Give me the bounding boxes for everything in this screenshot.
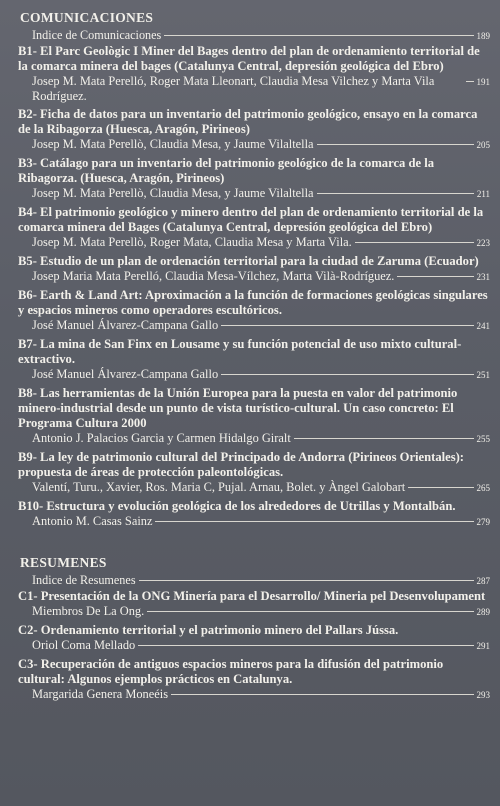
page-number: 255 (476, 434, 490, 444)
toc-entry-c2 (18, 623, 490, 654)
entry-title: C3- Recuperación de antiguos espacios mineros para la difusión del patrimonio cultural: Algunos ejemplos prácticos en Catalunya. (18, 657, 444, 686)
toc-entry-b4 (18, 205, 490, 251)
entry-title: B5- Estudio de un plan de ordenación territorial para la ciudad de Zaruma (Ecuador) (18, 254, 479, 268)
page-number: 287 (476, 576, 490, 586)
page-number: 231 (476, 272, 490, 282)
page-number: 251 (476, 370, 490, 380)
leader-rule (408, 487, 473, 488)
leader-rule (147, 611, 473, 612)
page-number: 289 (476, 607, 490, 617)
entry-title: B2- Ficha de datos para un inventario del patrimonio geológico, ensayo en la comarca de la Ribagorza (Huesca, Aragón, Pirineos) (18, 107, 478, 136)
entry-authors: Valentí, Turu., Xavier, Ros. Maria C, Pujal. Arnau, Bolet. y Àngel Galobart (32, 480, 406, 494)
entry-authors-row (18, 137, 490, 153)
leader-rule (355, 242, 474, 243)
entry-title: B10- Estructura y evolución geológica de los alrededores de Utrillas y Montalbán. (18, 499, 456, 513)
leader-rule (221, 374, 473, 375)
entry-authors-row (18, 480, 490, 496)
leader-rule (155, 521, 473, 522)
entry-authors: Josep Maria Mata Perelló, Claudia Mesa-Vílchez, Marta Vilà-Rodríguez. (32, 269, 395, 283)
entry-authors: José Manuel Álvarez-Campana Gallo (32, 318, 219, 332)
entry-authors: Josep M. Mata Perellò, Roger Mata, Claudia Mesa y Marta Vila. (32, 235, 352, 249)
toc-entry-c3 (18, 657, 490, 703)
entry-authors: Josep M. Mata Perellò, Claudia Mesa, y Jaume Vilaltella (32, 186, 314, 200)
entry-title: B1- El Parc Geològic I Miner del Bages dentro del plan de ordenamiento territorial de la comarca minera del bages (Catalunya Central, depresión geológica del Ebro) (18, 44, 480, 73)
entry-authors: Miembros De La Ong. (32, 604, 145, 618)
entry-authors: Antonio J. Palacios Garcia y Carmen Hidalgo Giralt (32, 431, 291, 445)
entry-authors-row (18, 318, 490, 334)
leader-rule (171, 694, 473, 695)
index-label: Indice de Comunicaciones (32, 28, 162, 42)
toc-entry-c1 (18, 589, 490, 620)
page-number: 205 (476, 140, 490, 150)
entry-authors: José Manuel Álvarez-Campana Gallo (32, 367, 219, 381)
entry-authors-row (18, 367, 490, 383)
page-number: 191 (476, 77, 490, 87)
toc-entry-b9 (18, 450, 490, 496)
entry-title: B6- Earth & Land Art: Aproximación a la función de formaciones geológicas singulares y espacios mineros como operadores escultóricos. (18, 288, 488, 317)
entry-authors-row (18, 74, 490, 104)
leader-rule (139, 580, 474, 581)
entry-title: C1- Presentación de la ONG Minería para el Desarrollo/ Mineria pel Desenvolupament (18, 589, 486, 603)
entry-title: B3- Catálago para un inventario del patrimonio geológico de la comarca de la Ribagorza. (Huesca, Aragón, Pirineos) (18, 156, 435, 185)
index-line-comunicaciones (18, 28, 490, 44)
leader-rule (294, 438, 474, 439)
page-number: 279 (476, 517, 490, 527)
entry-title: B8- Las herramientas de la Unión Europea para la puesta en valor del patrimonio minero-industrial desde un punto de vista turístico-cultural. Un caso concreto: El Programa Cultura 2000 (18, 386, 458, 430)
entry-title: B7- La mina de San Finx en Lousame y su función potencial de uso mixto cultural-extractivo. (18, 337, 462, 366)
leader-rule (138, 645, 473, 646)
entry-title: B4- El patrimonio geológico y minero dentro del plan de ordenamiento territorial de la comarca minera del Bages (Catalunya Central, depresión geológica del Ebro) (18, 205, 484, 234)
entry-title: B9- La ley de patrimonio cultural del Principado de Andorra (Pirineos Orientales): propuesta de áreas de protección paleontológicas. (18, 450, 465, 479)
toc-entry-b10 (18, 499, 490, 530)
leader-rule (221, 325, 473, 326)
entry-title: C2- Ordenamiento territorial y el patrimonio minero del Pallars Jússa. (18, 623, 399, 637)
index-label: Indice de Resumenes (32, 573, 136, 587)
toc-entry-b2 (18, 107, 490, 153)
toc-entry-b8 (18, 386, 490, 447)
entry-authors-row (18, 235, 490, 251)
toc-entry-b5 (18, 254, 490, 285)
leader-rule (317, 193, 474, 194)
leader-rule (164, 35, 473, 36)
entry-authors-row (18, 186, 490, 202)
entry-authors-row (18, 604, 490, 620)
entry-authors: Josep M. Mata Perelló, Roger Mata Lleonart, Claudia Mesa Vilchez y Marta Vila Rodríguez. (32, 74, 435, 103)
page-number: 189 (476, 31, 490, 41)
entry-authors-row (18, 269, 490, 285)
page-number: 293 (476, 690, 490, 700)
entry-authors: Antonio M. Casas Sainz (32, 514, 153, 528)
page-number: 265 (476, 483, 490, 493)
entry-authors-row (18, 431, 490, 447)
toc-entry-b3 (18, 156, 490, 202)
leader-rule (317, 144, 474, 145)
section-heading-resumenes: RESUMENES (20, 555, 107, 570)
entry-authors-row (18, 687, 490, 703)
entry-authors-row (18, 514, 490, 530)
leader-rule (466, 81, 474, 82)
page-number: 291 (476, 641, 490, 651)
toc-entry-b1 (18, 44, 490, 104)
page-number: 211 (476, 189, 490, 199)
entry-authors: Josep M. Mata Perellò, Claudia Mesa, y Jaume Vilaltella (32, 137, 314, 151)
entry-authors: Margarida Genera Moneéis (32, 687, 169, 701)
toc-entry-b7 (18, 337, 490, 383)
section-heading-comunicaciones: COMUNICACIONES (20, 10, 154, 25)
entry-authors-row (18, 638, 490, 654)
page-number: 223 (476, 238, 490, 248)
toc-entry-b6 (18, 288, 490, 334)
page-number: 241 (476, 321, 490, 331)
leader-rule (397, 276, 473, 277)
entry-authors: Oriol Coma Mellado (32, 638, 136, 652)
index-line-resumenes (18, 573, 490, 589)
section-gap (18, 533, 490, 553)
